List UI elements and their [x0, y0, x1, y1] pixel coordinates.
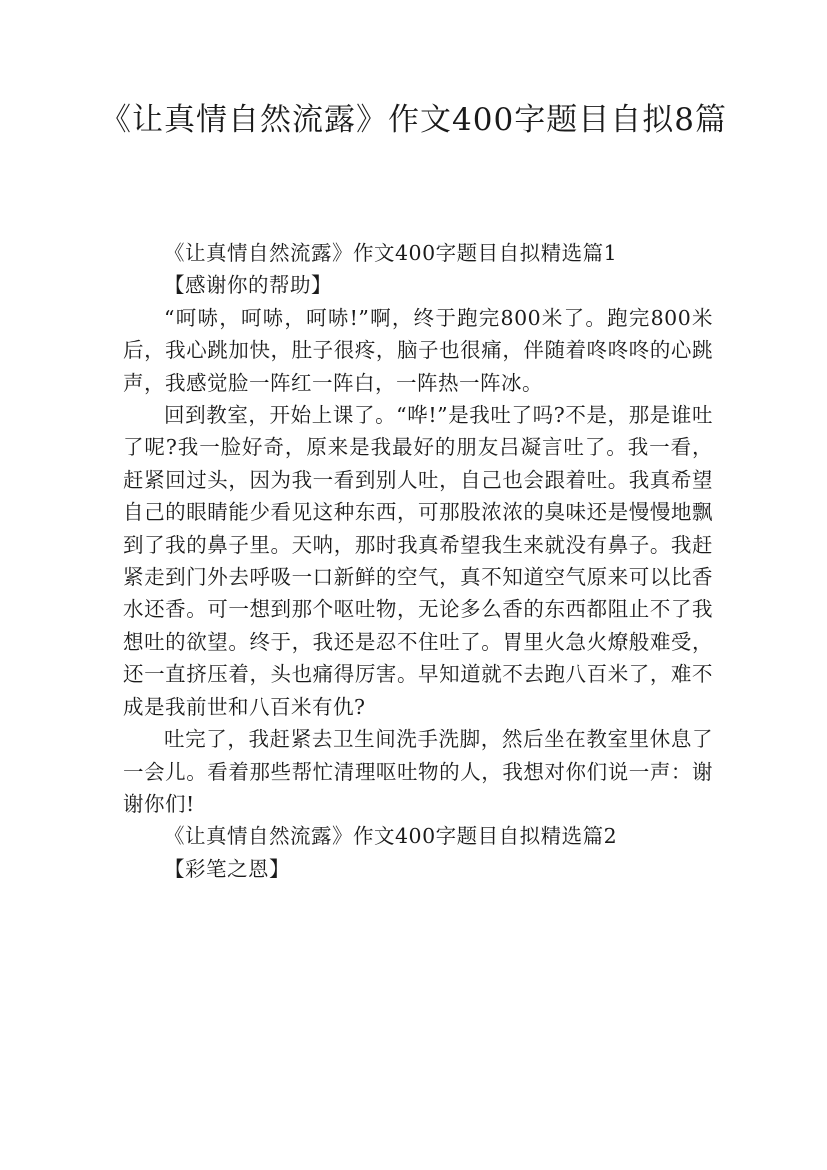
- paragraph: “呵哧，呵哧，呵哧!”啊，终于跑完800米了。跑完800米后，我心跳加快，肚子很疼，脑子也很痛，伴随着咚咚咚的心跳声，我感觉脸一阵红一阵白，一阵热一阵冰。: [123, 305, 713, 395]
- document-body: [123, 237, 713, 885]
- paragraph: 回到教室，开始上课了。“哗!”是我吐了吗?不是，那是谁吐了呢?我一脸好奇，原来是我最好的朋友吕凝言吐了。我一看，赶紧回过头，因为我一看到别人吐，自己也会跟着吐。我真希望自己的眼睛能少看见这种东西，可那股浓浓的臭味还是慢慢地飘到了我的鼻子里。天呐，那时我真希望我生来就没有鼻子。我赶紧走到门外去呼吸一口新鲜的空气，真不知道空气原来可以比香水还香。可一想到那个呕吐物，无论多么香的东西都阻止不了我想吐的欲望。终于，我还是忍不住吐了。胃里火急火燎般难受，还一直挤压着，头也痛得厉害。早知道就不去跑八百米了，难不成是我前世和八百米有仇?: [123, 403, 713, 719]
- section-heading-1: 《让真情自然流露》作文400字题目自拟精选篇1: [164, 241, 618, 265]
- section-subtitle-2: 【彩笔之恩】: [164, 856, 290, 881]
- document-title: 《让真情自然流露》作文400字题目自拟8篇: [100, 102, 727, 138]
- section-heading-2: 《让真情自然流露》作文400字题目自拟精选篇2: [164, 824, 618, 849]
- paragraph: 吐完了，我赶紧去卫生间洗手洗脚，然后坐在教室里休息了一会儿。看着那些帮忙清理呕吐物的人，我想对你们说一声：谢谢你们!: [123, 727, 713, 816]
- section-subtitle-1: 【感谢你的帮助】: [164, 273, 332, 298]
